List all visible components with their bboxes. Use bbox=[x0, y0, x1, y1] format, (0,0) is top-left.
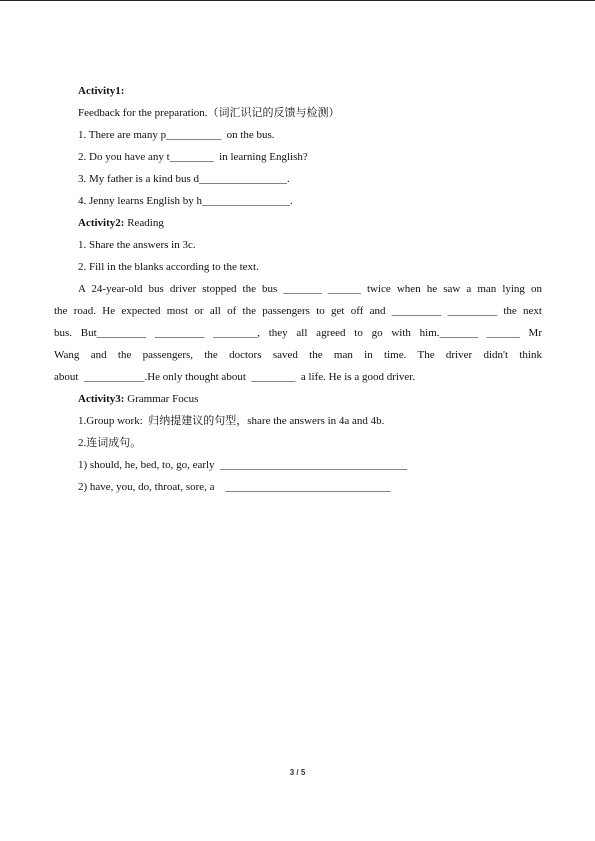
activity1-item-3: 3. My father is a kind bus d________________. bbox=[78, 173, 290, 185]
passage-line-5: about ___________.He only thought about ________ a life. He is a good driver. bbox=[54, 371, 416, 383]
passage-line-4: Wang and the passengers, the doctors saved the man in time. The driver didn't think bbox=[54, 349, 542, 361]
passage-line-1: A 24-year-old bus driver stopped the bus _______ ______ twice when he saw a man lying on bbox=[78, 283, 542, 295]
activity2-heading bbox=[54, 212, 542, 234]
activity3-item-1: 1.Group work: 归纳提建议的句型，share the answers in 4a and 4b. bbox=[78, 415, 385, 427]
activity2-subtitle: Reading bbox=[124, 217, 164, 229]
top-border-line bbox=[0, 0, 595, 1]
activity3-title: Activity3: bbox=[78, 393, 125, 405]
passage-line-3: bus. But_________ _________ ________, they all agreed to go with him._______ ______ Mr bbox=[54, 327, 542, 339]
activity1-item-1: 1. There are many p__________ on the bus. bbox=[78, 129, 275, 141]
passage-line-2: the road. He expected most or all of the passengers to get off and _________ _________ the next bbox=[54, 305, 542, 317]
page-number: 3 / 5 bbox=[289, 768, 306, 777]
activity1-title: Activity1: bbox=[78, 85, 125, 97]
activity3-item-2: 2.连词成句。 bbox=[78, 437, 142, 449]
activity3-subtitle: Grammar Focus bbox=[124, 393, 199, 405]
activity2-item-2: 2. Fill in the blanks according to the text. bbox=[78, 261, 259, 273]
activity2-item-1: 1. Share the answers in 3c. bbox=[78, 239, 196, 251]
activity3-heading bbox=[54, 388, 542, 410]
activity3-item-3: 1) should, he, bed, to, go, early __________________________________ bbox=[78, 459, 408, 471]
worksheet-body bbox=[54, 80, 542, 498]
activity1-item-2: 2. Do you have any t________ in learning English? bbox=[78, 151, 308, 163]
activity1-intro: Feedback for the preparation.（词汇识记的反馈与检测） bbox=[78, 107, 340, 119]
activity2-title: Activity2: bbox=[78, 217, 125, 229]
activity3-item-4: 2) have, you, do, throat, sore, a ______________________________ bbox=[78, 481, 391, 493]
activity1-item-4: 4. Jenny learns English by h________________. bbox=[78, 195, 293, 207]
